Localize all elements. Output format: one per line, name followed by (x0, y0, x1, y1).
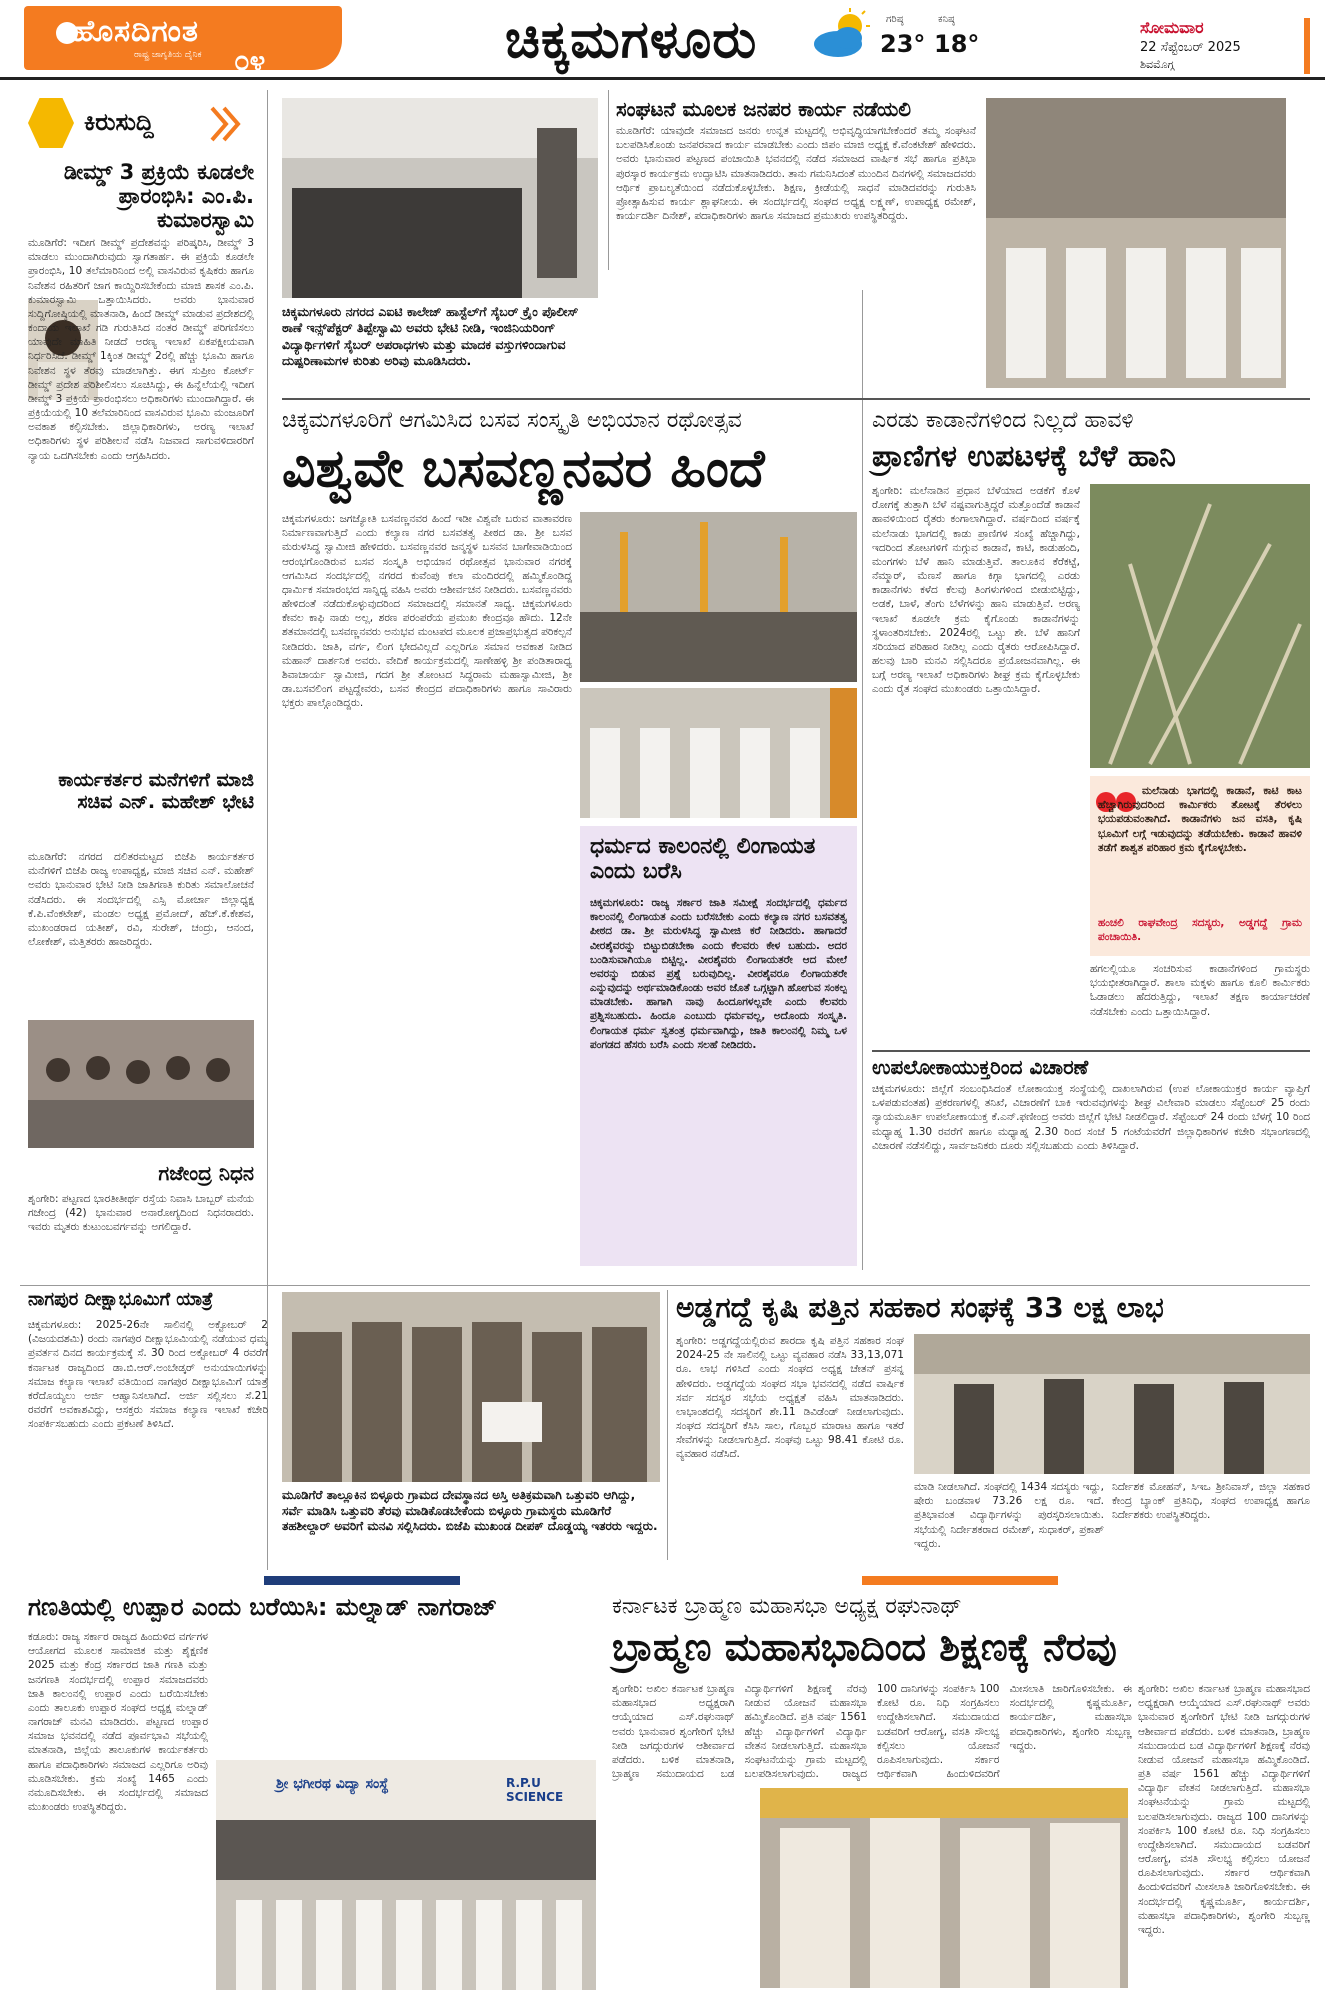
karyakarta-photo (28, 1020, 254, 1148)
city-title: ಚಿಕ್ಕಮಗಳೂರು (505, 10, 758, 70)
date-box (1140, 18, 1310, 74)
column-rule (667, 1290, 668, 1560)
place: ಶಿವಮೊಗ್ಗ (1140, 58, 1175, 71)
cloud-sun-icon (810, 6, 874, 62)
building-sign-1: ಶ್ರೀ ಭಗೀರಥ ವಿದ್ಯಾ ಸಂಸ್ಥೆ (276, 1776, 389, 1792)
hand-icon (28, 98, 74, 148)
billur-caption: ಮೂಡಿಗೆರೆ ತಾಲ್ಲೂಕಿನ ಬಿಳ್ಳೂರು ಗ್ರಾಮದ ದೇವಸ್ಥಾನದ ಅಸ್ತಿ ಅತಿಕ್ರಮವಾಗಿ ಒತ್ತುವರಿ ಆಗಿದ್ದು, ಸರ್ವೆ ಮಾಡಿಸಿ ಒತ್ತುವರಿ ತೆರವು ಮಾಡಿಕೊಡಬೇಕೆಂದು ಬಿಳ್ಳೂರು ಗ್ರಾಮಸ್ಥರು ಮೂಡಿಗೆರೆ ತಹಶೀಲ್ದಾರ್ ಅವರಿಗೆ ಮನವಿ ಸಲ್ಲಿಸಿದರು. ಬಿಜೆಪಿ ಮುಖಂಡ ದೀಪಕ್ ದೊಡ್ಡಯ್ಯ ಇತರರು ಇದ್ದರು. (282, 1488, 658, 1534)
sanghatane-photo (986, 98, 1286, 388)
story-haavali-headline: ಎರಡು ಕಾಡಾನೆಗಳಿಂದ ನಿಲ್ಲದೆ ಹಾವಳಿ (872, 408, 1134, 433)
quote-text: ಮಲೆನಾಡು ಭಾಗದಲ್ಲಿ ಕಾಡಾನೆ, ಕಾಟಿ ಕಾಟ ಹೆಚ್ಚಾಗಿರುವುದರಿಂದ ಕಾರ್ಮಿಕರು ತೋಟಕ್ಕೆ ತೆರಳಲು ಭಯಪಡುವಂತಾಗಿದೆ. ಕಾಡಾನೆಗಳು ಜನ ವಸತಿ, ಕೃಷಿ ಭೂಮಿಗೆ ಲಗ್ಗೆ ಇಡುವುದನ್ನು ತಡೆಯಬೇಕು. ಕಾಡಾನೆ ಹಾವಳಿ ತಡೆಗೆ ಶಾಶ್ವತ ಪರಿಹಾರ ಕ್ರಮ ಕೈಗೊಳ್ಳಬೇಕು. (1098, 785, 1302, 854)
quote-byline: ಹಂಚಲಿ ರಾಘವೇಂದ್ರ ಸದಸ್ಯರು, ಅಡ್ಡಗದ್ದೆ ಗ್ರಾಮ ಪಂಚಾಯಿತಿ. (1098, 917, 1302, 944)
kiru-suddi-badge (28, 98, 242, 150)
crop-damage-photo (1090, 484, 1310, 768)
story-karyakarta-headline: ಕಾರ್ಯಕರ್ತರ ಮನೆಗಳಿಗೆ ಮಾಜಿ ಸಚಿವ ಎನ್. ಮಹೇಶ್ ಭೇಟಿ (58, 769, 254, 813)
basava-rally-photo-2 (580, 688, 857, 818)
story-brahmana-body: ಶೃಂಗೇರಿ: ಅಖಿಲ ಕರ್ನಾಟಕ ಬ್ರಾಹ್ಮಣ ಮಹಾಸಭಾದ ಅಧ್ಯಕ್ಷರಾಗಿ ಆಯ್ಕೆಯಾದ ಎಸ್.ರಘುನಾಥ್ ಅವರು ಭಾನುವಾರ ಶೃಂಗೇರಿಗೆ ಭೇಟಿ ನೀಡಿ ಜಗದ್ಗುರುಗಳ ಆಶೀರ್ವಾದ ಪಡೆದರು. ಬಳಿಕ ಮಾತನಾಡಿ, ಬ್ರಾಹ್ಮಣ ಸಮುದಾಯದ ಬಡ ವಿದ್ಯಾರ್ಥಿಗಳಿಗೆ ಶಿಕ್ಷಣಕ್ಕೆ ನೆರವು ನೀಡುವ ಯೋಜನೆ ಮಹಾಸಭಾ ಹಮ್ಮಿಕೊಂಡಿದೆ. ಪ್ರತಿ ವರ್ಷ 1561 ಹೆಚ್ಚು ವಿದ್ಯಾರ್ಥಿಗಳಿಗೆ ವಿದ್ಯಾರ್ಥಿ ವೇತನ ನೀಡಲಾಗುತ್ತಿದೆ. ಮಹಾಸಭಾ ಸಂಘಟನೆಯನ್ನು ಗ್ರಾಮ ಮಟ್ಟದಲ್ಲಿ ಬಲಪಡಿಸಲಾಗುವುದು. ರಾಜ್ಯದ 100 ದಾನಿಗಳನ್ನು ಸಂಪರ್ಕಿಸಿ 100 ಕೋಟಿ ರೂ. ನಿಧಿ ಸಂಗ್ರಹಿಸಲು ಉದ್ದೇಶಿಸಲಾಗಿದೆ. ಸಮುದಾಯದ ಬಡವರಿಗೆ ಆರೋಗ್ಯ, ವಸತಿ ಸೌಲಭ್ಯ ಕಲ್ಪಿಸಲು ಯೋಜನೆ ರೂಪಿಸಲಾಗುವುದು. ಸರ್ಕಾರ ಆರ್ಥಿಕವಾಗಿ ಹಿಂದುಳಿದವರಿಗೆ ಮೀಸಲಾತಿ ಜಾರಿಗೊಳಿಸಬೇಕು. ಈ ಸಂದರ್ಭದಲ್ಲಿ ಕೃಷ್ಣಮೂರ್ತಿ, ಕಾರ್ಯದರ್ಶಿ, ಮಹಾಸಭಾ ಪದಾಧಿಕಾರಿಗಳು, ಶೃಂಗೇರಿ ಸುಬ್ಬಣ್ಣ ಇದ್ದರು. (612, 1683, 1132, 1781)
story-brahmana-kicker: ಕರ್ನಾಟಕ ಬ್ರಾಹ್ಮಣ ಮಹಾಸಭಾ ಅಧ್ಯಕ್ಷ ರಘುನಾಥ್ (612, 1594, 962, 1619)
story-dharma-body: ಚಿಕ್ಕಮಗಳೂರು: ರಾಜ್ಯ ಸರ್ಕಾರ ಜಾತಿ ಸಮೀಕ್ಷೆ ಸಂದರ್ಭದಲ್ಲಿ ಧರ್ಮದ ಕಾಲಂನಲ್ಲಿ ಲಿಂಗಾಯತ ಎಂದು ಬರೆಸಬೇಕು ಎಂದು ಕಲ್ಯಾಣ ನಗರ ಬಸವತತ್ವ ಪೀಠದ ಡಾ. ಶ್ರೀ ಮರುಳಸಿದ್ಧ ಸ್ವಾಮೀಜಿ ಕರೆ ನೀಡಿದರು. ಹಾಗಾದರೆ ವೀರಶೈವರನ್ನು ಬಿಟ್ಟುಬಿಡಬೇಕಾ ಎಂದು ಕೆಲವರು ಕೇಳ ಬಹುದು. ಅದರ ಬಂಡಿಸುವಾಗಿಯೂ ಬಿಟ್ಟಿಲ್ಲ. ವೀರಶೈವರು ಲಿಂಗಾಯತರೇ ಆದ ಮೇಲೆ ಅವರನ್ನು ಬಿಡುವ ಪ್ರಶ್ನೆ ಬರುವುದಿಲ್ಲ. ವೀರಶೈವರೂ ಲಿಂಗಾಯತರೇ ಎನ್ನುವುದನ್ನು ಅರ್ಥಮಾಡಿಕೊಂಡು ಅವರ ಜೊತೆ ಒಗ್ಗಟ್ಟಾಗಿ ಹೋಗುವ ಸಂಕಲ್ಪ ಮಾಡಬೇಕು. ಹಾಗಾಗಿ ನಾವು ಹಿಂದೂಗಳಲ್ಲವೇ ಎಂದು ಕೆಲವರು ಪ್ರಶ್ನಿಸಬಹುದು. ಹಿಂದೂ ಎಂಬುದು ಧರ್ಮವಲ್ಲ, ಅದೊಂದು ಸಂಸ್ಕೃತಿ. ಲಿಂಗಾಯತ ಧರ್ಮ ಸ್ವತಂತ್ರ ಧರ್ಮವಾಗಿದ್ದು, ಜಾತಿ ಕಾಲಂನಲ್ಲಿ ನಿಮ್ಮ ಒಳ ಪಂಗಡದ ಹೆಸರು ಬರೆಸಿ ಎಂದು ಸಲಹೆ ನೀಡಿದರು. (590, 897, 847, 1051)
story-dharma-headline: ಧರ್ಮದ ಕಾಲಂನಲ್ಲಿ ಲಿಂಗಾಯತ ಎಂದು ಬರೆಸಿ (590, 834, 816, 885)
color-band (264, 1576, 460, 1585)
story-krishi-headline: ಅಡ್ಡಗದ್ದೆ ಕೃಷಿ ಪತ್ತಿನ ಸಹಕಾರ ಸಂಘಕ್ಕೆ 33 ಲಕ್ಷ ಲಾಭ (676, 1291, 1164, 1324)
story-lokayukta-body: ಚಿಕ್ಕಮಗಳೂರು: ಜಿಲ್ಲೆಗೆ ಸಂಬಂಧಿಸಿದಂತೆ ಲೋಕಾಯುಕ್ತ ಸಂಸ್ಥೆಯಲ್ಲಿ ದಾಖಲಾಗಿರುವ (ಉಪ ಲೋಕಾಯುಕ್ತರ ಕಾರ್ಯ ವ್ಯಾಪ್ತಿಗೆ ಒಳಪಡುವಂತಹ) ಪ್ರಕರಣಗಳಲ್ಲಿ ತನಿಖೆ, ವಿಚಾರಣೆಗೆ ಬಾಕಿ ಇರುವವುಗಳನ್ನು ಶೀಘ್ರ ವಿಲೇವಾರಿ ಮಾಡಲು ಸೆಪ್ಟೆಂಬರ್ 25 ರಂದು ನ್ಯಾಯಮೂರ್ತಿ ಉಪಲೋಕಾಯುಕ್ತ ಕೆ.ಎನ್.ಫಣೀಂದ್ರ ಅವರು ಜಿಲ್ಲೆಗೆ ಭೇಟಿ ನೀಡಲಿದ್ದಾರೆ. ಸೆಪ್ಟೆಂಬರ್ 24 ರಂದು ಬೆಳಗ್ಗೆ 10 ರಿಂದ ಮಧ್ಯಾಹ್ನ 1.30 ರವರೆಗೆ ಹಾಗೂ ಮಧ್ಯಾಹ್ನ 2.30 ರಿಂದ ಸಂಜೆ 5 ಗಂಟೆಯವರೆಗೆ ಜಿಲ್ಲಾಧಿಕಾರಿಗಳ ಕಚೇರಿ ಸಭಾಂಗಣದಲ್ಲಿ ವಿಚಾರಣೆ ನಡೆಸಲಿದ್ದು, ಸಾರ್ವಜನಿಕರು ದೂರು ಸಲ್ಲಿಸಬಹುದು ಎಂದು ತಿಳಿಸಿದ್ದಾರೆ. (872, 1083, 1310, 1152)
story-dims-headline: ಡೀಮ್ಡ್ 3 ಪ್ರಕ್ರಿಯೆ ಕೂಡಲೇ ಪ್ರಾರಂಭಿಸಿ: ಎಂ.ಪಿ. ಕುಮಾರಸ್ವಾಮಿ (63, 160, 254, 233)
story-gajendra-body: ಶೃಂಗೇರಿ: ಪಟ್ಟಣದ ಭಾರತೀತೀರ್ಥ ರಸ್ತೆಯ ನಿವಾಸಿ ಬಾಬ್ಬರ್ ಮನೆಯ ಗಜೇಂದ್ರ (42) ಭಾನುವಾರ ಅನಾರೋಗ್ಯದಿಂದ ನಿಧನರಾದರು. ಇವರು ಮೃತರು ಕುಟುಂಬವರ್ಗವನ್ನು ಅಗಲಿದ್ದಾರೆ. (28, 1193, 254, 1234)
story-ganati-headline: ಗಣತಿಯಲ್ಲಿ ಉಪ್ಪಾರ ಎಂದು ಬರೆಯಿಸಿ: ಮಲ್ನಾಡ್ ನಾಗರಾಜ್ (28, 1593, 498, 1621)
story-nagpur-body: ಚಿಕ್ಕಮಗಳೂರು: 2025-26ನೇ ಸಾಲಿನಲ್ಲಿ ಅಕ್ಟೋಬರ್ 2 (ವಿಜಯದಶಮಿ) ರಂದು ನಾಗಪುರ ದೀಕ್ಷಾಭೂಮಿಯಲ್ಲಿ ನಡೆಯುವ ಧಮ್ಮ ಪ್ರವರ್ತನ ದಿನದ ಕಾರ್ಯಕ್ರಮಕ್ಕೆ ಸೆ. 30 ರಿಂದ ಅಕ್ಟೋಬರ್ 4 ರವರೆಗೆ ಕರ್ನಾಟಕ ರಾಜ್ಯದಿಂದ ಡಾ.ಬಿ.ಆರ್.ಅಂಬೇಡ್ಕರ್ ಅನುಯಾಯಿಗಳನ್ನು ಸಮಾಜ ಕಲ್ಯಾಣ ಇಲಾಖೆ ವತಿಯಿಂದ ನಾಗಪುರ ದೀಕ್ಷಾಭೂಮಿಗೆ ಯಾತ್ರೆ ಕರೆದೊಯ್ಯಲು ಅರ್ಜಿ ಆಹ್ವಾನಿಸಲಾಗಿದೆ. ಅರ್ಜಿ ಸಲ್ಲಿಸಲು ಸೆ.21 ರವರೆಗೆ ಅವಕಾಶವಿದ್ದು, ಆಸಕ್ತರು ಸಮಾಜ ಕಲ್ಯಾಣ ಇಲಾಖೆ ಕಚೇರಿ ಸಂಪರ್ಕಿಸಬಹುದು ಎಂದು ಪ್ರಕಟಣೆ ತಿಳಿಸಿದೆ. (28, 1319, 268, 1431)
edition-number: ೦೪ (234, 44, 266, 77)
krishi-meeting-photo (914, 1334, 1310, 1474)
temp-min-label: ಕನಿಷ್ಠ (938, 14, 955, 25)
cyber-crime-caption: ಚಿಕ್ಕಮಗಳೂರು ನಗರದ ಎಐಟಿ ಕಾಲೇಜ್ ಹಾಸ್ಟೆಲ್‌ಗೆ ಸೈಬರ್ ಕ್ರೈಂ ಪೊಲೀಸ್ ಠಾಣೆ ಇನ್ಸ್‌ಪೆಕ್ಟರ್ ತಿಪ್ಪೇಸ್ವಾಮಿ ಅವರು ಭೇಟಿ ನೀಡಿ, ಇಂಜಿನಿಯರಿಂಗ್ ವಿದ್ಯಾರ್ಥಿಗಳಿಗೆ ಸೈಬರ್ ಅಪರಾಧಗಳು ಮತ್ತು ಮಾದಕ ವಸ್ತುಗಳಿಂದಾಗುವ ದುಷ್ಪರಿಣಾಮಗಳ ಕುರಿತು ಅರಿವು ಮೂಡಿಸಿದರು. (282, 304, 579, 368)
chevron-right-icon (208, 104, 242, 144)
dharma-highlight-box (580, 826, 857, 1266)
masthead (0, 0, 1325, 80)
section-rule (282, 398, 1310, 400)
story-karyakarta-body: ಮೂಡಿಗೆರೆ: ನಗರದ ದಲಿತರಮಟ್ಟದ ಬಿಜೆಪಿ ಕಾರ್ಯಕರ್ತರ ಮನೆಗಳಿಗೆ ಬಿಜೆಪಿ ರಾಜ್ಯ ಉಪಾಧ್ಯಕ್ಷ, ಮಾಜಿ ಸಚಿವ ಎನ್. ಮಹೇಶ್ ಅವರು ಭಾನುವಾರ ಭೇಟಿ ನೀಡಿ ಜಾತಿಗಣತಿ ಕುರಿತು ಸಮಾಲೋಚನೆ ನಡೆಸಿದರು. ಈ ಸಂದರ್ಭದಲ್ಲಿ ಎಸ್ಸಿ ಮೋರ್ಚಾ ಜಿಲ್ಲಾಧ್ಯಕ್ಷ ಕೆ.ಪಿ.ವೆಂಕಟೇಶ್, ಮಂಡಲ ಅಧ್ಯಕ್ಷ ಪ್ರಮೋದ್, ಹೆಚ್.ಕೆ.ಕೇಶವ, ಮುಖಂಡರಾದ ಯತೀಶ್, ರವಿ, ಸುರೇಶ್, ಚಂದ್ರು, ಆನಂದ, ಲೋಕೇಶ್, ಮತ್ತಿತರರು ಹಾಜರಿದ್ದರು. (28, 851, 254, 949)
story-lokayukta-headline: ಉಪಲೋಕಾಯುಕ್ತರಿಂದ ವಿಚಾರಣೆ (872, 1055, 1089, 1079)
tagline: ರಾಷ್ಟ್ರ ಜಾಗೃತಿಯ ದೈನಿಕ (134, 50, 202, 60)
column-rule (862, 290, 863, 1270)
section-rule (20, 1285, 1310, 1286)
color-band (862, 1576, 1058, 1585)
column-rule (608, 90, 609, 270)
logo-box (24, 6, 342, 77)
cyber-crime-photo (282, 98, 598, 298)
date: 22 ಸೆಪ್ಟೆಂಬರ್ 2025 (1140, 40, 1241, 55)
story-krishi-body-3: ನಿರ್ದೇಶಕ ಮೋಹನ್, ಸಿಇಒ ಶ್ರೀನಿವಾಸ್, ಜಿಲ್ಲಾ ಸಹಕಾರ ಕೇಂದ್ರ ಬ್ಯಾಂಕ್ ಪ್ರತಿನಿಧಿ, ಸಂಘದ ಉಪಾಧ್ಯಕ್ಷ ಹಾಗೂ ನಿರ್ದೇಶಕರು ಉಪಸ್ಥಿತರಿದ್ದರು. (1112, 1481, 1310, 1522)
story-nagpur-headline: ನಾಗಪುರ ದೀಕ್ಷಾಭೂಮಿಗೆ ಯಾತ್ರೆ (28, 1289, 213, 1310)
story-basava-headline: ವಿಶ್ವವೇ ಬಸವಣ್ಣನವರ ಹಿಂದೆ (282, 439, 765, 499)
story-basava-body: ಚಿಕ್ಕಮಗಳೂರು: ಜಗಜ್ಯೋತಿ ಬಸವಣ್ಣನವರ ಹಿಂದೆ ಇಡೀ ವಿಶ್ವವೇ ಬರುವ ವಾತಾವರಣ ನಿರ್ಮಾಣವಾಗುತ್ತಿದೆ ಎಂದು ಕಲ್ಯಾಣ ನಗರ ಬಸವತತ್ವ ಪೀಠದ ಡಾ. ಶ್ರೀ ಬಸವ ಮರುಳಸಿದ್ಧ ಸ್ವಾಮೀಜಿ ಹೇಳಿದರು. ಬಸವಣ್ಣನವರ ಜನ್ಮಸ್ಥಳ ಬಸವನ ಬಾಗೇವಾಡಿಯಿಂದ ಆರಂಭಗೊಂಡಿರುವ ಬಸವ ಸಂಸ್ಕೃತಿ ಅಭಿಯಾನ ರಥೋತ್ಸವ ಭಾನುವಾರ ನಗರಕ್ಕೆ ಆಗಮಿಸಿದ ಸಂದರ್ಭದಲ್ಲಿ ನಗರದ ಕುವೆಂಪು ಕಲಾ ಮಂದಿರದಲ್ಲಿ ಹಮ್ಮಿಕೊಂಡಿದ್ದ ಧಾರ್ಮಿಕ ಸಮಾರಂಭದ ಸಾನ್ನಿಧ್ಯ ವಹಿಸಿ ಅವರು ಆಶೀರ್ವಚನ ನೀಡಿದರು. ಬಸವಣ್ಣನವರು ಹೇಳಿದಂತೆ ನಡೆದುಕೊಳ್ಳುವುದರಿಂದ ಸಮಾಜದಲ್ಲಿ ಸಮಾನತೆ ಸಾಧ್ಯ. ಚಿಕ್ಕಮಗಳೂರು ಕೇವಲ ಕಾಫಿ ನಾಡು ಅಲ್ಲ, ಶರಣ ಪರಂಪರೆಯ ಪ್ರಮುಖ ಕೇಂದ್ರವೂ ಹೌದು. 12ನೇ ಶತಮಾನದಲ್ಲಿ ಬಸವಣ್ಣನವರು ಅನುಭವ ಮಂಟಪದ ಮೂಲಕ ಪ್ರಜಾಪ್ರಭುತ್ವದ ಪರಿಕಲ್ಪನೆ ನೀಡಿದರು. ಜಾತಿ, ವರ್ಗ, ಲಿಂಗ ಭೇದವಿಲ್ಲದೆ ಎಲ್ಲರಿಗೂ ಸಮಾನ ಅವಕಾಶ ನೀಡಿದ ಮಹಾನ್ ದಾರ್ಶನಿಕ ಅವರು. ವೇದಿಕೆ ಕಾರ್ಯಕ್ರಮದಲ್ಲಿ ಸಾಣೇಹಳ್ಳಿ ಶ್ರೀ ಪಂಡಿತಾರಾಧ್ಯ ಶಿವಾಚಾರ್ಯ ಸ್ವಾಮೀಜಿ, ಗದಗ ಶ್ರೀ ತೋಂಟದ ಸಿದ್ಧರಾಮ ಮಹಾಸ್ವಾಮೀಜಿ, ಶ್ರೀ ಡಾ.ಬಸವಲಿಂಗ ಪಟ್ಟದ್ದೇವರು, ಬಸವ ಕೇಂದ್ರದ ಪದಾಧಿಕಾರಿಗಳು ಹಾಗೂ ಸಾವಿರಾರು ಭಕ್ತರು ಪಾಲ್ಗೊಂಡಿದ್ದರು. (282, 513, 572, 710)
temp-min: 18° (934, 30, 980, 58)
section-rule (872, 1050, 1310, 1052)
story-sanghatane-headline: ಸಂಘಟನೆ ಮೂಲಕ ಜನಪರ ಕಾರ್ಯ ನಡೆಯಲಿ (616, 97, 912, 121)
logo: ಹೊಸದಿಗಂತ (72, 14, 199, 49)
story-krishi-body: ಶೃಂಗೇರಿ: ಅಡ್ಡಗದ್ದೆಯಲ್ಲಿರುವ ಶಾರದಾ ಕೃಷಿ ಪತ್ತಿನ ಸಹಕಾರ ಸಂಘ 2024-25 ನೇ ಸಾಲಿನಲ್ಲಿ ಒಟ್ಟು ವ್ಯವಹಾರ ನಡೆಸಿ 33,13,071 ರೂ. ಲಾಭ ಗಳಿಸಿದೆ ಎಂದು ಸಂಘದ ಅಧ್ಯಕ್ಷ ಚೇತನ್ ಪ್ರಸನ್ನ ಹೇಳಿದರು. ಅಡ್ಡಗದ್ದೆಯ ಸಂಘದ ಸಭಾ ಭವನದಲ್ಲಿ ನಡೆದ ವಾರ್ಷಿಕ ಸರ್ವ ಸದಸ್ಯರ ಸಭೆಯ ಅಧ್ಯಕ್ಷತೆ ವಹಿಸಿ ಮಾತನಾಡಿದರು. ಲಾಭಾಂಶದಲ್ಲಿ ಸದಸ್ಯರಿಗೆ ಶೇ.11 ಡಿವಿಡೆಂಡ್ ನೀಡಲಾಗುವುದು. ಸಂಘದ ಸದಸ್ಯರಿಗೆ ಕೆಸಿಸಿ ಸಾಲ, ಗೊಬ್ಬರ ಮಾರಾಟ ಹಾಗೂ ಇತರೆ ಸೇವೆಗಳನ್ನು ನೀಡಲಾಗುತ್ತಿದೆ. ಸಂಘವು ಒಟ್ಟು 98.41 ಕೋಟಿ ರೂ. ವ್ಯವಹಾರ ನಡೆಸಿದೆ. (676, 1335, 904, 1461)
story-haavali-body-2: ಹಗಲಲ್ಲಿಯೂ ಸಂಚರಿಸುವ ಕಾಡಾನೆಗಳಿಂದ ಗ್ರಾಮಸ್ಥರು ಭಯಭೀತರಾಗಿದ್ದಾರೆ. ಶಾಲಾ ಮಕ್ಕಳು ಹಾಗೂ ಕೂಲಿ ಕಾರ್ಮಿಕರು ಓಡಾಡಲು ಹೆದರುತ್ತಿದ್ದು, ಇಲಾಖೆ ತಕ್ಷಣ ಕಾರ್ಯಾಚರಣೆ ನಡೆಸಬೇಕು ಎಂದು ಒತ್ತಾಯಿಸಿದ್ದಾರೆ. (1090, 963, 1310, 1018)
weekday: ಸೋಮವಾರ (1140, 18, 1204, 37)
uppara-building-photo (216, 1760, 596, 1990)
temp-max-label: ಗರಿಷ್ಠ (886, 14, 904, 25)
story-ganati-body: ಕಡೂರು: ರಾಜ್ಯ ಸರ್ಕಾರ ರಾಜ್ಯದ ಹಿಂದುಳಿದ ವರ್ಗಗಳ ಆಯೋಗದ ಮೂಲಕ ಸಾಮಾಜಿಕ ಮತ್ತು ಶೈಕ್ಷಣಿಕ 2025 ಮತ್ತು ಕೆಂದ್ರ ಸರ್ಕಾರದ ಜಾತಿ ಗಣತಿ ಮತ್ತು ಜನಗಣತಿ ಸಂದರ್ಭದಲ್ಲಿ ಉಪ್ಪಾರ ಸಮಾಜದವರು ಜಾತಿ ಕಾಲಂನಲ್ಲಿ ಉಪ್ಪಾರ ಎಂದು ಬರೆಯಿಸಬೇಕು ಎಂದು ತಾಲೂಕು ಉಪ್ಪಾರ ಸಂಘದ ಅಧ್ಯಕ್ಷ ಮಲ್ನಾಡ್ ನಾಗರಾಜ್ ಮನವಿ ಮಾಡಿದರು. ಪಟ್ಟಣದ ಉಪ್ಪಾರ ಸಮಾಜ ಭವನದಲ್ಲಿ ನಡೆದ ಪೂರ್ವಭಾವಿ ಸಭೆಯಲ್ಲಿ ಮಾತನಾಡಿ, ಜಿಲ್ಲೆಯ ತಾಲೂಕುಗಳ ಕಾರ್ಯಕರ್ತರು ಹಾಗೂ ಪದಾಧಿಕಾರಿಗಳು ಸಮಾಜದ ಎಲ್ಲರಿಗೂ ಅರಿವು ಮೂಡಿಸಬೇಕು. ಕ್ರಮ ಸಂಖ್ಯೆ 1465 ಎಂದು ನಮೂದಿಸಬೇಕು. ಈ ಸಂದರ್ಭದಲ್ಲಿ ಸಮಾಜದ ಮುಖಂಡರು ಉಪಸ್ಥಿತರಿದ್ದರು. (28, 1631, 208, 1814)
story-brahmana-body-2: ಶೃಂಗೇರಿ: ಅಖಿಲ ಕರ್ನಾಟಕ ಬ್ರಾಹ್ಮಣ ಮಹಾಸಭಾದ ಅಧ್ಯಕ್ಷರಾಗಿ ಆಯ್ಕೆಯಾದ ಎಸ್.ರಘುನಾಥ್ ಅವರು ಭಾನುವಾರ ಶೃಂಗೇರಿಗೆ ಭೇಟಿ ನೀಡಿ ಜಗದ್ಗುರುಗಳ ಆಶೀರ್ವಾದ ಪಡೆದರು. ಬಳಿಕ ಮಾತನಾಡಿ, ಬ್ರಾಹ್ಮಣ ಸಮುದಾಯದ ಬಡ ವಿದ್ಯಾರ್ಥಿಗಳಿಗೆ ಶಿಕ್ಷಣಕ್ಕೆ ನೆರವು ನೀಡುವ ಯೋಜನೆ ಮಹಾಸಭಾ ಹಮ್ಮಿಕೊಂಡಿದೆ. ಪ್ರತಿ ವರ್ಷ 1561 ಹೆಚ್ಚು ವಿದ್ಯಾರ್ಥಿಗಳಿಗೆ ವಿದ್ಯಾರ್ಥಿ ವೇತನ ನೀಡಲಾಗುತ್ತಿದೆ. ಮಹಾಸಭಾ ಸಂಘಟನೆಯನ್ನು ಗ್ರಾಮ ಮಟ್ಟದಲ್ಲಿ ಬಲಪಡಿಸಲಾಗುವುದು. ರಾಜ್ಯದ 100 ದಾನಿಗಳನ್ನು ಸಂಪರ್ಕಿಸಿ 100 ಕೋಟಿ ರೂ. ನಿಧಿ ಸಂಗ್ರಹಿಸಲು ಉದ್ದೇಶಿಸಲಾಗಿದೆ. ಸಮುದಾಯದ ಬಡವರಿಗೆ ಆರೋಗ್ಯ, ವಸತಿ ಸೌಲಭ್ಯ ಕಲ್ಪಿಸಲು ಯೋಜನೆ ರೂಪಿಸಲಾಗುವುದು. ಸರ್ಕಾರ ಆರ್ಥಿಕವಾಗಿ ಹಿಂದುಳಿದವರಿಗೆ ಮೀಸಲಾತಿ ಜಾರಿಗೊಳಿಸಬೇಕು. ಈ ಸಂದರ್ಭದಲ್ಲಿ ಕೃಷ್ಣಮೂರ್ತಿ, ಕಾರ್ಯದರ್ಶಿ, ಮಹಾಸಭಾ ಪದಾಧಿಕಾರಿಗಳು, ಶೃಂಗೇರಿ ಸುಬ್ಬಣ್ಣ ಇದ್ದರು. (1138, 1683, 1310, 1936)
story-brahmana-headline: ಬ್ರಾಹ್ಮಣ ಮಹಾಸಭಾದಿಂದ ಶಿಕ್ಷಣಕ್ಕೆ ನೆರವು (612, 1625, 1117, 1669)
quote-box (1090, 776, 1310, 956)
story-gajendra-headline: ಗಜೇಂದ್ರ ನಿಧನ (158, 1161, 254, 1185)
basava-rally-photo-1 (580, 512, 857, 682)
temperature (880, 14, 990, 70)
building-sign-2: R.P.U SCIENCE (506, 1776, 564, 1804)
story-dims-body: ಮೂಡಿಗೆರೆ: ಇದೀಗ ಡೀಮ್ಡ್ ಪ್ರದೇಶವನ್ನು ಪರಿಷ್ಕರಿಸಿ, ಡೀಮ್ಡ್ 3 ಮಾಡಲು ಮುಂದಾಗಿರುವುದು ಸ್ವಾಗತಾರ್ಹ. ಈ ಪ್ರಕ್ರಿಯೆ ಕೂಡಲೇ ಪ್ರಾರಂಭಿಸಿ, 10 ತಲೆಮಾರಿನಿಂದ ಅಲ್ಲಿ ವಾಸವಿರುವ ಕೃಷಿಕರು ಹಾಗೂ ನಿವೇಶನ ರಹಿತರಿಗೆ ಜಾಗ ಕಾಯ್ದಿರಿಸಬೇಕೆಂದು ಮಾಜಿ ಶಾಸಕ ಎಂ.ಪಿ. ಕುಮಾರಸ್ವಾಮಿ ಒತ್ತಾಯಿಸಿದರು. ಅವರು ಭಾನುವಾರ ಸುದ್ದಿಗೋಷ್ಠಿಯಲ್ಲಿ ಮಾತನಾಡಿ, ಹಿಂದೆ ಡೀಮ್ಡ್ ಮಾಡುವ ಪ್ರದೇಶದಲ್ಲಿ ಕಂದಾಯ ಇಲಾಖೆ ಗಡಿ ಗುರುತಿಸಿದ ನಂತರ ಡೀಮ್ಡ್ ಪರಿಗಣಿಸಲು ಯಾವುದೇ ಮಾಹಿತಿ ನೀಡದೆ ಅರಣ್ಯ ಇಲಾಖೆ ಏಕಪಕ್ಷೀಯವಾಗಿ ನಿರ್ಧರಿಸಿದೆ. ಡೀಮ್ಡ್ 1ಕ್ಕಿಂತ ಡೀಮ್ಡ್ 2ರಲ್ಲಿ ಹೆಚ್ಚು ಭೂಮಿ ಹಾಗೂ ನಿವೇಶನ ಸ್ಥಳ ತೆರವು ಮಾಡಲಾಗಿತ್ತು. ಈಗ ಸುಪ್ರೀಂ ಕೋರ್ಟ್ ಡೀಮ್ಡ್ ಪ್ರದೇಶ ಪರಿಶೀಲಿಸಲು ಸೂಚಿಸಿದ್ದು, ಈ ಹಿನ್ನೆಲೆಯಲ್ಲಿ ಇದೀಗ ಡೀಮ್ಡ್ 3 ಪ್ರಕ್ರಿಯೆ ಪ್ರಾರಂಭಿಸಲು ಅಧಿಕಾರಿಗಳು ಮುಂದಾಗಿದ್ದಾರೆ. ಈ ಪ್ರಕ್ರಿಯೆಯಲ್ಲಿ 10 ತಲೆಮಾರಿನಿಂದ ವಾಸವಿರುವ ಭೂಮಿ ಮಂಜೂರಿಗೆ ಅವಕಾಶ ಕಲ್ಪಿಸಬೇಕು. ಜಿಲ್ಲಾಧಿಕಾರಿಗಳು, ಅರಣ್ಯ ಇಲಾಖೆ ಅಧಿಕಾರಿಗಳು ಸ್ಥಳ ಪರಿಶೀಲನೆ ನಡೆಸಿ ನಿಜವಾದ ಸಾಗುವಳಿದಾರರಿಗೆ ನ್ಯಾಯ ಒದಗಿಸಬೇಕು ಎಂದು ಆಗ್ರಹಿಸಿದರು. (28, 237, 254, 462)
kiru-suddi-label: ಕಿರುಸುದ್ದಿ (84, 108, 154, 136)
story-haavali-subhead: ಪ್ರಾಣಿಗಳ ಉಪಟಳಕ್ಕೆ ಬೆಳೆ ಹಾನಿ (872, 439, 1176, 474)
story-sanghatane-body: ಮೂಡಿಗೆರೆ: ಯಾವುದೇ ಸಮಾಜದ ಜನರು ಉನ್ನತ ಮಟ್ಟದಲ್ಲಿ ಅಭಿವೃದ್ಧಿಯಾಗಬೇಕೆಂದರೆ ತಮ್ಮ ಸಂಘಟನೆ ಬಲಪಡಿಸಿಕೊಂಡು ಜನಪರವಾದ ಕಾರ್ಯ ಮಾಡಬೇಕು ಎಂದು ಜಿಪಂ ಮಾಜಿ ಅಧ್ಯಕ್ಷ ಕೆ.ವೆಂಕಟೇಶ್ ಹೇಳಿದರು. ಅವರು ಭಾನುವಾರ ಪಟ್ಟಣದ ಪಂಚಾಯಿತಿ ಭವನದಲ್ಲಿ ನಡೆದ ಸಮಾಜದ ವಾರ್ಷಿಕ ಸಭೆ ಹಾಗೂ ಪ್ರತಿಭಾ ಪುರಸ್ಕಾರ ಕಾರ್ಯಕ್ರಮ ಉದ್ಘಾಟಿಸಿ ಮಾತನಾಡಿದರು. ತಾನು ಗಮನಿಸಿದಂತೆ ಮುಂದಿನ ದಿನಗಳಲ್ಲಿ ಸಮಾಜದವರು ಆರ್ಥಿಕ ಪ್ರಾಬಲ್ಯತೆಯಿಂದ ನಡೆದುಕೊಳ್ಳಬೇಕು. ಶಿಕ್ಷಣ, ಕ್ರೀಡೆಯಲ್ಲಿ ಸಾಧನೆ ಮಾಡಿದವರನ್ನು ಗುರುತಿಸಿ ಪ್ರೋತ್ಸಾಹಿಸುವ ಕಾರ್ಯ ಶ್ಲಾಘನೀಯ. ಈ ಸಂದರ್ಭದಲ್ಲಿ ಸಂಘದ ಅಧ್ಯಕ್ಷ ಲಕ್ಷ್ಮಣ್, ಉಪಾಧ್ಯಕ್ಷ ರಮೇಶ್, ಕಾರ್ಯದರ್ಶಿ ದಿನೇಶ್, ಪದಾಧಿಕಾರಿಗಳು ಹಾಗೂ ಸಮಾಜದ ಪ್ರಮುಖರು ಉಪಸ್ಥಿತರಿದ್ದರು. (616, 125, 976, 223)
story-krishi-body-2: ಮಾಡಿ ನೀಡಲಾಗಿದೆ. ಸಂಘದಲ್ಲಿ 1434 ಸದಸ್ಯರು ಇದ್ದು, ಷೇರು ಬಂಡವಾಳ 73.26 ಲಕ್ಷ ರೂ. ಇದೆ. ಪ್ರತಿಭಾವಂತ ವಿದ್ಯಾರ್ಥಿಗಳನ್ನು ಪುರಸ್ಕರಿಸಲಾಯಿತು. ಸಭೆಯಲ್ಲಿ ನಿರ್ದೇಶಕರಾದ ರಮೇಶ್, ಸುಧಾಕರ್, ಪ್ರಕಾಶ್ ಇದ್ದರು. (914, 1481, 1104, 1550)
brahmana-meeting-photo (760, 1788, 1128, 1988)
billur-villagers-photo (282, 1292, 660, 1482)
story-haavali-body: ಶೃಂಗೇರಿ: ಮಲೆನಾಡಿನ ಪ್ರಧಾನ ಬೆಳೆಯಾದ ಅಡಕೆಗೆ ಕೊಳೆ ರೋಗಕ್ಕೆ ತುತ್ತಾಗಿ ಬೆಳೆ ನಷ್ಟವಾಗುತ್ತಿದ್ದರೆ ಮತ್ತೊಂದೆಡೆ ಕಾಡಾನೆ ಹಾವಳಿಯಿಂದ ರೈತರು ಕಂಗಾಲಾಗಿದ್ದಾರೆ. ವರ್ಷದಿಂದ ವರ್ಷಕ್ಕೆ ಮಲೆನಾಡು ಭಾಗದಲ್ಲಿ ಕಾಡು ಪ್ರಾಣಿಗಳ ಸಂಖ್ಯೆ ಹೆಚ್ಚಾಗಿದ್ದು, ಇದರಿಂದ ತೋಟಗಳಿಗೆ ನುಗ್ಗುವ ಕಾಡಾನೆ, ಕಾಟಿ, ಕಾಡುಹಂದಿ, ಮಂಗಗಳು ಬೆಳೆ ಹಾನಿ ಮಾಡುತ್ತಿವೆ. ತಾಲೂಕಿನ ಕೆರೆಕಟ್ಟೆ, ನೆಮ್ಮಾರ್, ಮೆಣಸೆ ಹಾಗೂ ಕಿಗ್ಗಾ ಭಾಗದಲ್ಲಿ ಎರಡು ಕಾಡಾನೆಗಳು ಕಳೆದ ಕೆಲವು ತಿಂಗಳುಗಳಿಂದ ಬೀಡುಬಿಟ್ಟಿದ್ದು, ಅಡಕೆ, ಬಾಳೆ, ತೆಂಗು ಬೆಳೆಗಳನ್ನು ಹಾನಿ ಮಾಡುತ್ತಿವೆ. ಅರಣ್ಯ ಇಲಾಖೆ ಕೂಡಲೇ ಕ್ರಮ ಕೈಗೊಂಡು ಕಾಡಾನೆಗಳನ್ನು ಸ್ಥಳಾಂತರಿಸಬೇಕು. 2024ರಲ್ಲಿ ಒಟ್ಟು ಶೇ. ಬೆಳೆ ಹಾನಿಗೆ ಸರಿಯಾದ ಪರಿಹಾರ ನೀಡಿಲ್ಲ ಎಂದು ರೈತರು ಆರೋಪಿಸಿದ್ದಾರೆ. ಹಲವು ಬಾರಿ ಮನವಿ ಸಲ್ಲಿಸಿದರೂ ಪ್ರಯೋಜನವಾಗಿಲ್ಲ. ಈ ಬಗ್ಗೆ ಅರಣ್ಯ ಇಲಾಖೆ ಅಧಿಕಾರಿಗಳು ಶೀಘ್ರ ಕ್ರಮ ಕೈಗೊಳ್ಳಬೇಕು ಎಂದು ರೈತ ಸಂಘದ ಮುಖಂಡರು ಒತ್ತಾಯಿಸಿದ್ದಾರೆ. (872, 485, 1080, 696)
story-basava-kicker: ಚಿಕ್ಕಮಗಳೂರಿಗೆ ಆಗಮಿಸಿದ ಬಸವ ಸಂಸ್ಕೃತಿ ಅಭಿಯಾನ ರಥೋತ್ಸವ (282, 408, 742, 433)
temp-max: 23° (880, 30, 926, 58)
